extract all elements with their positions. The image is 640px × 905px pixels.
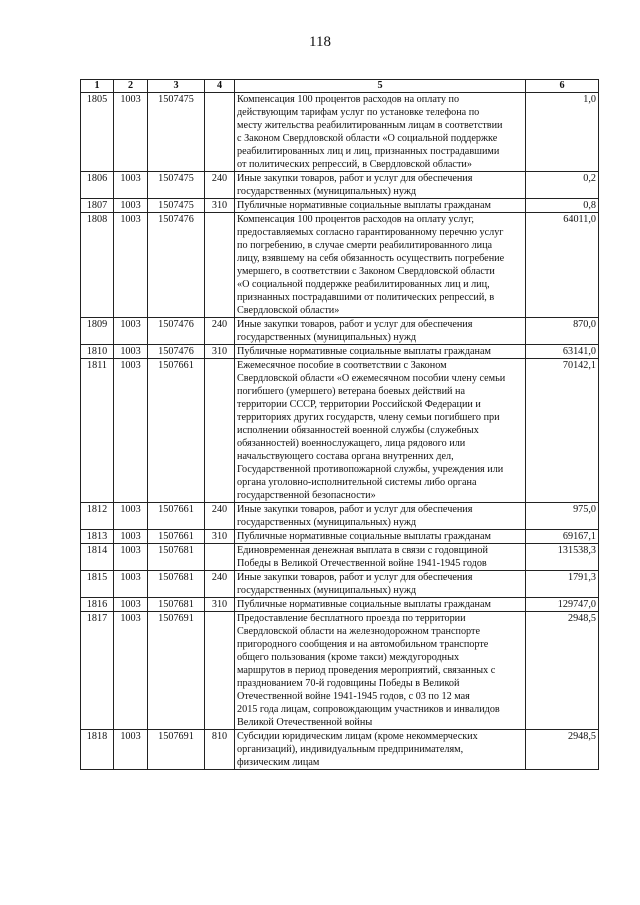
target-article-cell: 1507681 — [148, 544, 205, 571]
column-header: 5 — [235, 80, 526, 93]
section-code-cell: 1003 — [114, 318, 148, 345]
row-number-cell: 1816 — [81, 598, 114, 612]
section-code-cell: 1003 — [114, 213, 148, 318]
target-article-cell: 1507661 — [148, 503, 205, 530]
section-code-cell: 1003 — [114, 172, 148, 199]
target-article-cell: 1507661 — [148, 359, 205, 503]
table-row — [81, 345, 599, 359]
expense-type-cell: 310 — [205, 345, 235, 359]
row-number-cell: 1805 — [81, 93, 114, 172]
row-number-cell: 1812 — [81, 503, 114, 530]
row-number-cell: 1814 — [81, 544, 114, 571]
target-article-cell: 1507476 — [148, 213, 205, 318]
description-cell: Компенсация 100 процентов расходов на оплату по действующим тарифам услуг по установке телефона по месту жительства реабилитированным лицам в соответствии с Законом Свердловской области «О социальной поддержке реабилитированных лиц и лиц, признанных пострадавшими от политических репрессий, в Свердловской области» — [235, 93, 526, 172]
amount-cell: 1791,3 — [526, 571, 599, 598]
table-header-row — [81, 80, 599, 93]
target-article-cell: 1507475 — [148, 93, 205, 172]
amount-cell: 2948,5 — [526, 612, 599, 730]
target-article-cell: 1507476 — [148, 345, 205, 359]
section-code-cell: 1003 — [114, 598, 148, 612]
amount-cell: 70142,1 — [526, 359, 599, 503]
table-row — [81, 612, 599, 730]
table-row — [81, 730, 599, 770]
section-code-cell: 1003 — [114, 571, 148, 598]
expense-type-cell: 240 — [205, 318, 235, 345]
target-article-cell: 1507476 — [148, 318, 205, 345]
amount-cell: 975,0 — [526, 503, 599, 530]
table-row — [81, 544, 599, 571]
description-cell: Ежемесячное пособие в соответствии с Законом Свердловской области «О ежемесячном пособии члену семьи погибшего (умершего) ветерана боевых действий на территории СССР, территории Российской Федерации и территориях других государств, члену семьи погибшего при исполнении обязанностей военной службы (служебных обязанностей) военнослужащего, лица рядового или начальствующего состава органа внутренних дел, Государственной противопожарной службы, учреждения или органа уголовно-исполнительной системы либо органа государственной безопасности» — [235, 359, 526, 503]
section-code-cell: 1003 — [114, 612, 148, 730]
row-number-cell: 1807 — [81, 199, 114, 213]
table-row — [81, 172, 599, 199]
target-article-cell: 1507681 — [148, 598, 205, 612]
expense-type-cell: 310 — [205, 598, 235, 612]
table-row — [81, 318, 599, 345]
description-cell: Публичные нормативные социальные выплаты гражданам — [235, 199, 526, 213]
row-number-cell: 1815 — [81, 571, 114, 598]
amount-cell: 870,0 — [526, 318, 599, 345]
expense-type-cell: 240 — [205, 503, 235, 530]
description-cell: Компенсация 100 процентов расходов на оплату услуг, предоставляемых согласно гарантированному перечню услуг по погребению, в случае смерти реабилитированного лица лицу, взявшему на себя обязанность осуществить погребение умершего, в соответствии с Законом Свердловской области «О социальной поддержке реабилитированных лиц и лиц, признанных пострадавшими от политических репрессий, в Свердловской области» — [235, 213, 526, 318]
description-cell: Публичные нормативные социальные выплаты гражданам — [235, 530, 526, 544]
amount-cell: 69167,1 — [526, 530, 599, 544]
target-article-cell: 1507475 — [148, 172, 205, 199]
table-row — [81, 93, 599, 172]
section-code-cell: 1003 — [114, 503, 148, 530]
expense-type-cell: 310 — [205, 199, 235, 213]
column-header: 3 — [148, 80, 205, 93]
target-article-cell: 1507681 — [148, 571, 205, 598]
amount-cell: 0,2 — [526, 172, 599, 199]
description-cell: Иные закупки товаров, работ и услуг для обеспечения государственных (муниципальных) нужд — [235, 172, 526, 199]
budget-table — [80, 79, 599, 770]
amount-cell: 129747,0 — [526, 598, 599, 612]
section-code-cell: 1003 — [114, 345, 148, 359]
target-article-cell: 1507691 — [148, 612, 205, 730]
table-row — [81, 213, 599, 318]
section-code-cell: 1003 — [114, 530, 148, 544]
expense-type-cell: 310 — [205, 530, 235, 544]
row-number-cell: 1818 — [81, 730, 114, 770]
row-number-cell: 1817 — [81, 612, 114, 730]
expense-type-cell — [205, 213, 235, 318]
target-article-cell: 1507661 — [148, 530, 205, 544]
expense-type-cell — [205, 93, 235, 172]
section-code-cell: 1003 — [114, 730, 148, 770]
description-cell: Иные закупки товаров, работ и услуг для обеспечения государственных (муниципальных) нужд — [235, 571, 526, 598]
expense-type-cell — [205, 359, 235, 503]
amount-cell: 131538,3 — [526, 544, 599, 571]
expense-type-cell: 240 — [205, 571, 235, 598]
description-cell: Иные закупки товаров, работ и услуг для обеспечения государственных (муниципальных) нужд — [235, 318, 526, 345]
column-header: 2 — [114, 80, 148, 93]
expense-type-cell: 810 — [205, 730, 235, 770]
table-row — [81, 598, 599, 612]
target-article-cell: 1507475 — [148, 199, 205, 213]
table-row — [81, 503, 599, 530]
amount-cell: 1,0 — [526, 93, 599, 172]
column-header: 4 — [205, 80, 235, 93]
description-cell: Публичные нормативные социальные выплаты гражданам — [235, 345, 526, 359]
section-code-cell: 1003 — [114, 359, 148, 503]
column-header: 1 — [81, 80, 114, 93]
expense-type-cell — [205, 544, 235, 571]
description-cell: Субсидии юридическим лицам (кроме некоммерческих организаций), индивидуальным предпринимателям, физическим лицам — [235, 730, 526, 770]
amount-cell: 63141,0 — [526, 345, 599, 359]
row-number-cell: 1810 — [81, 345, 114, 359]
expense-type-cell: 240 — [205, 172, 235, 199]
table-row — [81, 571, 599, 598]
description-cell: Единовременная денежная выплата в связи с годовщиной Победы в Великой Отечественной войне 1941-1945 годов — [235, 544, 526, 571]
target-article-cell: 1507691 — [148, 730, 205, 770]
description-cell: Предоставление бесплатного проезда по территории Свердловской области на железнодорожном транспорте пригородного сообщения и на автомобильном транспорте общего пользования (кроме такси) междугородных маршрутов в период проведения мероприятий, связанных с празднованием 70-й годовщины Победы в Великой Отечественной войне 1941-1945 годов, с 03 по 12 мая 2015 года лицам, сопровождающим участников и инвалидов Великой Отечественной войны — [235, 612, 526, 730]
row-number-cell: 1809 — [81, 318, 114, 345]
row-number-cell: 1811 — [81, 359, 114, 503]
row-number-cell: 1813 — [81, 530, 114, 544]
section-code-cell: 1003 — [114, 199, 148, 213]
amount-cell: 64011,0 — [526, 213, 599, 318]
description-cell: Иные закупки товаров, работ и услуг для обеспечения государственных (муниципальных) нужд — [235, 503, 526, 530]
section-code-cell: 1003 — [114, 93, 148, 172]
row-number-cell: 1808 — [81, 213, 114, 318]
table-row — [81, 530, 599, 544]
page-number: 118 — [309, 34, 331, 50]
table-row — [81, 359, 599, 503]
amount-cell: 0,8 — [526, 199, 599, 213]
description-cell: Публичные нормативные социальные выплаты гражданам — [235, 598, 526, 612]
amount-cell: 2948,5 — [526, 730, 599, 770]
table-row — [81, 199, 599, 213]
row-number-cell: 1806 — [81, 172, 114, 199]
section-code-cell: 1003 — [114, 544, 148, 571]
column-header: 6 — [526, 80, 599, 93]
expense-type-cell — [205, 612, 235, 730]
